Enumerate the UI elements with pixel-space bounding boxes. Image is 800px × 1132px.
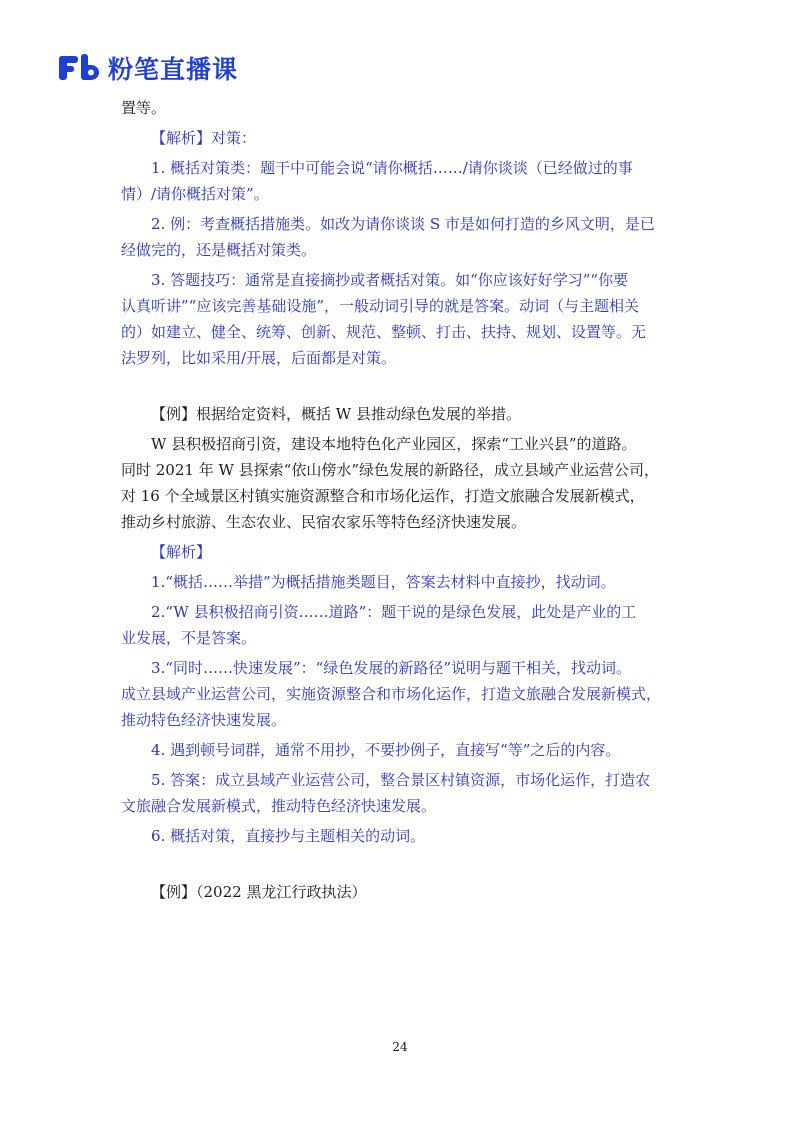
analysis-heading: 【解析】对策： bbox=[151, 129, 257, 147]
text-line: 1.“概括……举措”为概括措施类题目，答案去材料中直接抄，找动词。 bbox=[151, 573, 616, 591]
text-line: 推动乡村旅游、生态农业、民宿农家乐等特色经济快速发展。 bbox=[121, 513, 527, 531]
document-body bbox=[121, 95, 693, 905]
text-line: 成立县域产业运营公司，实施资源整合和市场化运作，打造文旅融合发展新模式， bbox=[121, 685, 662, 703]
fb-logo-icon bbox=[58, 53, 102, 83]
page-header bbox=[58, 50, 238, 86]
text-line: 3.“同时……快速发展”：“绿色发展的新路径”说明与题干相关，找动词。 bbox=[151, 659, 631, 677]
text-line: 情）/请你概括对策”。 bbox=[121, 185, 269, 203]
example-heading-2: 【例】（2022 黑龙江行政执法） bbox=[151, 883, 367, 901]
text-line: 6. 概括对策，直接抄与主题相关的动词。 bbox=[151, 827, 426, 845]
analysis-point-3 bbox=[121, 267, 693, 371]
text-line: W 县积极招商引资，建设本地特色化产业园区，探索“工业兴县”的道路。 bbox=[151, 435, 637, 453]
analysis-point-2 bbox=[121, 599, 693, 651]
example-section-1 bbox=[121, 401, 693, 535]
example-material bbox=[121, 431, 693, 535]
analysis-point-5 bbox=[121, 767, 693, 819]
analysis-heading: 【解析】 bbox=[151, 543, 212, 561]
text-line: 4. 遇到顿号词群，通常不用抄，不要抄例子，直接写“等”之后的内容。 bbox=[151, 741, 621, 759]
text-line: 2. 例：考查概括措施类。如改为请你谈谈 S 市是如何打造的乡风文明，是已 bbox=[151, 215, 655, 233]
brand-title: 粉笔直播课 bbox=[108, 55, 239, 84]
intro-tail: 置等。 bbox=[121, 99, 167, 117]
text-line: 推动特色经济快速发展。 bbox=[121, 711, 287, 729]
analysis-point-3 bbox=[121, 655, 693, 733]
analysis-point-1 bbox=[121, 569, 693, 595]
text-line: 对 16 个全域景区村镇实施资源整合和市场化运作，打造文旅融合发展新模式， bbox=[121, 487, 645, 505]
text-line: 2.“W 县积极招商引资……道路”：题干说的是绿色发展，此处是产业的工 bbox=[151, 603, 637, 621]
analysis-point-1 bbox=[121, 155, 693, 207]
analysis-point-2 bbox=[121, 211, 693, 263]
text-line: 认真听讲”“应该完善基础设施”，一般动词引导的就是答案。动词（与主题相关 bbox=[121, 297, 640, 315]
text-line: 的）如建立、健全、统筹、创新、规范、整顿、打击、扶持、规划、设置等。无 bbox=[121, 323, 647, 341]
page-number: 24 bbox=[392, 1040, 408, 1054]
analysis-section-2 bbox=[121, 539, 693, 849]
text-line: 同时 2021 年 W 县探索“依山傍水”绿色发展的新路径，成立县域产业运营公司， bbox=[121, 461, 660, 479]
text-line: 文旅融合发展新模式，推动特色经济快速发展。 bbox=[121, 797, 437, 815]
analysis-section-1 bbox=[121, 125, 693, 371]
analysis-point-4 bbox=[121, 737, 693, 763]
example-question: 【例】根据给定资料，概括 W 县推动绿色发展的举措。 bbox=[151, 405, 521, 423]
text-line: 1. 概括对策类：题干中可能会说“请你概括……/请你谈谈（已经做过的事 bbox=[151, 159, 633, 177]
text-line: 法罗列，比如采用/开展，后面都是对策。 bbox=[121, 349, 397, 367]
analysis-point-6 bbox=[121, 823, 693, 849]
text-line: 5. 答案：成立县域产业运营公司，整合景区村镇资源，市场化运作，打造农 bbox=[151, 771, 651, 789]
text-line: 3. 答题技巧：通常是直接摘抄或者概括对策。如“你应该好好学习”“你要 bbox=[151, 271, 629, 289]
text-line: 经做完的，还是概括对策类。 bbox=[121, 241, 317, 259]
text-line: 业发展，不是答案。 bbox=[121, 629, 257, 647]
